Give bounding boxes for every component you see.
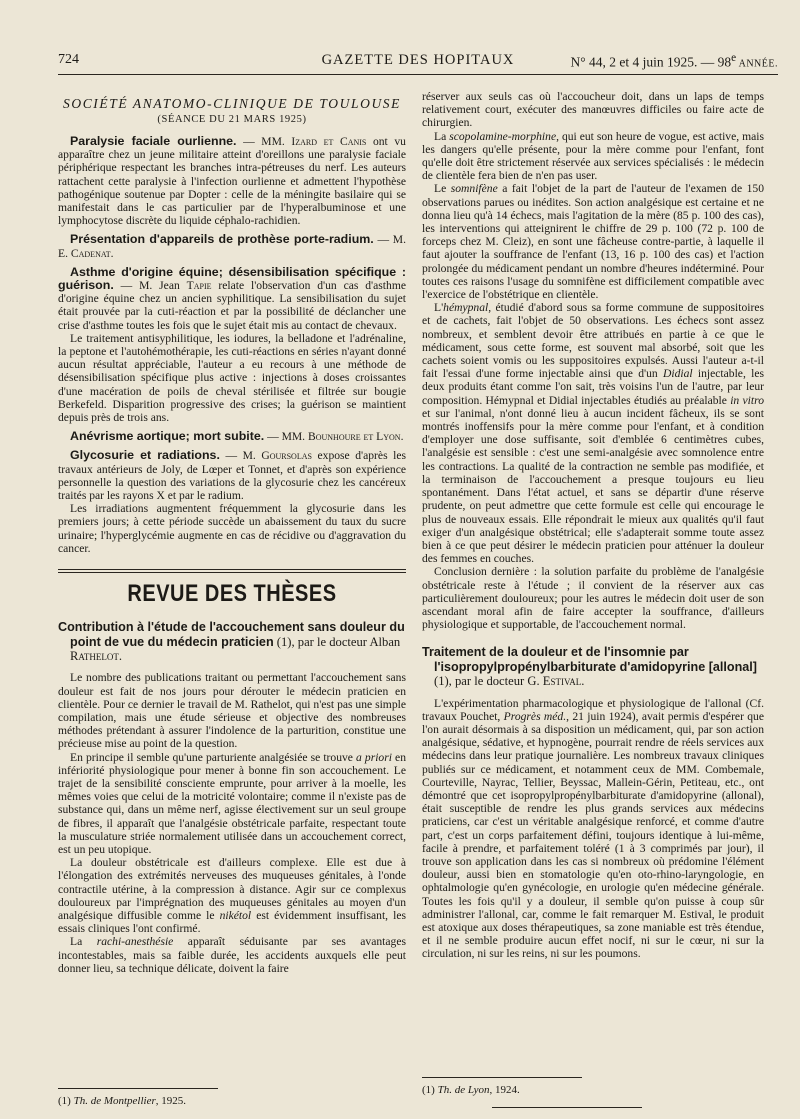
left-column bbox=[58, 90, 406, 1108]
thesis-title-accouchement: Contribution à l'étude de l'accouchement sans douleur du point de vue du médecin praticien (1), par le docteur Alban Rathelot. bbox=[58, 620, 405, 663]
footnote-area bbox=[422, 1077, 764, 1108]
communication-paralysie: Paralysie faciale ourlienne. — MM. Izard et Canis ont vu apparaître chez un jeune militaire atteint d'oreillons une paralysie faciale périphérique respectant les branches intra-pétreuses du nerf. Les auteurs rattachent cette paralysie à l'infection ourlienne et admettent l'hypothèse pathogénique soutenue par Dopter : celle de la méningite basilaire qui se manifestait dans le cas particulier par de l'hyperalbuminose et une lymphocytose discrète du liquide céphalo-rachidien. bbox=[58, 134, 406, 228]
paragraph: Le somnifène a fait l'objet de la part de l'auteur de l'examen de 150 observations parues ou inédites. Son action analgésique est certaine et ne donna lieu qu'à 14 échecs, mais l'agitation de la mère (85 p. 100 des cas), les interventions qui atteignirent le chiffre de 29 p. 100 (72 p. 100 de forceps chez M. Cleiz), en sont une fâcheuse contre-partie, à laquelle il faut ajouter la souffrance de l'enfant (13, 16 p. 100 des cas) et l'action prolongée du médicament pendant un nombre d'heures indéterminé. Pour toutes ces raisons l'usage du somnifène est difficilement compatible avec l'exercice de l'obstétrique en clientèle. bbox=[422, 182, 764, 302]
communication-prothese: Présentation d'appareils de prothèse porte-radium. — M. E. Cadenat. bbox=[58, 232, 406, 260]
header-rule bbox=[58, 74, 778, 75]
footnote-rule bbox=[58, 1088, 218, 1089]
paragraph: En principe il semble qu'une parturiente analgésiée se trouve a priori en infériorité physiologique pour mener à bonne fin son accouchement. Le trajet de la sensibilité consciente emprunte, pour arriver à la moelle, les mêmes voies que celui de la motricité volontaire; comme il n'existe pas de substance qui, dans un même nerf, agisse électivement sur un seul groupe de fibres, il apparaît que l'analgésie obstétricale parfaite, respectant toute la musculature striée normalement utilisée dans un accouchement correct, est un peu utopique. bbox=[58, 750, 406, 856]
communication-asthme: Asthme d'origine équine; désensibilisation spécifique : guérison. — M. Jean Tapie relate l'observation d'un cas d'asthme d'origine équine chez un ancien syphilitique. La sensibilisation du sujet était prouvée par la cuti-réaction et par la possibilité de déclancher une crise d'asthme toutes les fois que le sujet était mis au contact de chevaux. bbox=[58, 264, 406, 332]
paragraph: L'expérimentation pharmacologique et physiologique de l'allonal (Cf. travaux Pouchet, Progrès méd., 21 juin 1924), avait permis d'espérer que l'on aurait désormais à sa disposition un médicament, qui, par son action analgésique, sédative, et hypnogène, pourrait rendre de réels services aux médecins dans leur pratique journalière. Les nombreux travaux cliniques publiés sur ce médicament, et notamment ceux de MM. Combemale, Courteville, Nayrac, Tellier, Beyssac, Mallein-Gérin, Petiteau, etc., ont démontré que cet isopropylpropénylbarbiturate d'amidopyrine (allonal), était susceptible de rendre les plus grands services aux médecins praticiens, car c'est un véritable analgésique renforcé, et comme d'autre part, c'est un corps parfaitement défini, toujours identique à lui-même, facile à prendre, et parfaitement toléré (1 à 3 comprimés par jour), il trouve son application dans les cas si nombreux où prédomine l'élément douleur, aussi bien en stomatologie qu'en oto-rhino-laryngologie, en ophtalmologie qu'en gynécologie, en urologie qu'en médecine générale. Toutes les fois qu'il y a douleur, il semble qu'on puisse à coup sûr administrer l'allonal, car, comme le fait remarquer M. Estival, le produit est atoxique aux doses thérapeutiques, sa zone maniable est très étendue, et il ne semble produire aucun effet nocif, ni sur le cœur, ni sur la circulation, ni sur les reins, ni sur les poumons. bbox=[422, 696, 764, 961]
paragraph: réserver aux seuls cas où l'accoucheur doit, dans un laps de temps relativement court, exécuter des manœuvres difficiles ou faire acte de chirurgien. bbox=[422, 90, 764, 130]
paragraph: Les irradiations augmentent fréquemment la glycosurie dans les premiers jours; à cette période succède un abaissement du taux du sucre urinaire; l'hyperglycémie augmente en cas de récidive ou d'aggravation du cancer. bbox=[58, 502, 406, 555]
communication-glycosurie: Glycosurie et radiations. — M. Goursolas expose d'après les travaux antérieurs de Joly, de Lœper et Tonnet, et d'après son expérience personnelle la question des variations de la glycosurie chez les cancéreux traités par les rayons X et par le radium. bbox=[58, 448, 406, 503]
right-column bbox=[422, 90, 764, 1108]
paragraph: Conclusion dernière : la solution parfaite du problème de l'analgésie obstétricale reste à l'étude ; il convient de la réserver aux cas particulièrement douloureux; pour les autres le médecin doit user de son ascendant moral afin de faire accepter la souffrance, d'ailleurs physiologique et supportable, de l'accouchement normal. bbox=[422, 565, 764, 632]
footnote-rule bbox=[422, 1077, 582, 1078]
paragraph: La douleur obstétricale est d'ailleurs complexe. Elle est due à l'élongation des extrémités nerveuses des muqueuses génitales, à l'onde contractile utérine, à la compression à distance. Agir sur ce complexus douloureux par l'imprégnation des muqueuses génitales au moyen d'un analgésique diffusible comme le nikétol est évidemment insuffisant, les essais cliniques l'ont confirmé. bbox=[58, 856, 406, 936]
end-rule bbox=[492, 1107, 642, 1108]
paragraph: La scopolamine-morphine, qui eut son heure de vogue, est active, mais les dangers qu'elle présente, pour la mère comme pour l'enfant, font qu'elle doit être strictement réservée aux services spécialisés : le médecin de clientèle fera bien de n'en pas user. bbox=[422, 129, 764, 183]
communication-anevrisme: Anévrisme aortique; mort subite. — MM. Bounhoure et Lyon. bbox=[70, 429, 404, 444]
footnote: (1) Th. de Lyon, 1924. bbox=[422, 1083, 520, 1096]
journal-title: GAZETTE DES HOPITAUX bbox=[321, 52, 515, 68]
section-divider bbox=[58, 569, 406, 573]
society-title: SOCIÉTÉ ANATOMO-CLINIQUE DE TOULOUSE bbox=[63, 96, 401, 111]
session-date: (SÉANCE DU 21 MARS 1925) bbox=[157, 114, 307, 125]
paragraph: L'hémypnal, étudié d'abord sous sa forme commune de suppositoires et de cachets, fait l'objet de 50 observations. Les échecs sont assez nombreux, et semblent devoir être attribués en partie à ce que le médicament, sous cette forme, est souvent mal absorbé, soit que les cachets soient vomis ou les suppositoires expulsés. Aussi l'auteur a-t-il fait l'essai d'une forme injectable ainsi que d'un Didial injectable, les deux produits étant comme l'on sait, très voisins l'un de l'autre, par leur composition. Hémypnal et Didial injectables étudiés au préalable in vitro et sur l'animal, n'ont donné lieu à aucun incident fâcheux, ils se sont montrés inoffensifs pour la mère comme pour l'enfant, et à condition d'employer une dose suffisante, soit d'emblée 6 centimètres cubes, l'analgésie est sensible : c'est une semi-analgésie avec somnolence entre les contractions. La qualité de la contraction ne semble pas modifiée, et la terminaison de l'accouchement a presque toujours eu lieu spontanément. Dans l'état actuel, et sans se départir d'une réserve prudente, on peut admettre que cette formule est celle qui encourage le plus de nouveaux essais. Elle répondrait le mieux aux qualités qu'il faut exiger d'un analgésique obstétrical; elle s'adapterait somme toute assez bien à ce que peut désirer le médecin praticien pour atténuer la douleur des femmes en couches. bbox=[422, 301, 764, 566]
thesis-title-allonal: Traitement de la douleur et de l'insomnie par l'isopropylpropénylbarbiturate d'amidopyrine [allonal] (1), par le docteur G. Estival. bbox=[422, 645, 757, 689]
issue-info: N° 44, 2 et 4 juin 1925. — 98e ANNÉE. bbox=[570, 52, 778, 70]
footnote: (1) Th. de Montpellier, 1925. bbox=[58, 1094, 187, 1107]
section-heading: REVUE DES THÈSES bbox=[127, 581, 337, 607]
running-header bbox=[58, 52, 778, 72]
paragraph: La rachi-anesthésie apparaît séduisante par ses avantages incontestables, mais sa faible durée, les accidents auxquels elle peut donner lieu, sa technique délicate, doivent la faire bbox=[58, 935, 406, 975]
page-number: 724 bbox=[58, 52, 79, 67]
footnote-area bbox=[58, 1088, 406, 1108]
paragraph: Le nombre des publications traitant ou permettant l'accouchement sans douleur est fait de nos jours pour dérouter le médecin praticien en clientèle. Pour ce dernier le travail de M. Rathelot, qui n'est pas une simple compilation, mais une étude sérieuse et objective des nombreuses méthodes prétendant à assurer l'indolence de la parturition, constitue une précieuse mise au point de la question. bbox=[58, 671, 406, 751]
paragraph: Le traitement antisyphilitique, les iodures, la belladone et l'adrénaline, la peptone et l'autohémothérapie, les cuti-réactions en séries n'ayant donné aucun résultat appréciable, l'auteur a eu recours à une méthode de désensibilisation spécifique plus active : injections à doses croissantes d'une macération de poils de cheval stérilisée et filtrée sur bougie Berkefeld. Disparition progressive des crises; la guérison se maintient depuis près de trois ans. bbox=[58, 331, 406, 425]
